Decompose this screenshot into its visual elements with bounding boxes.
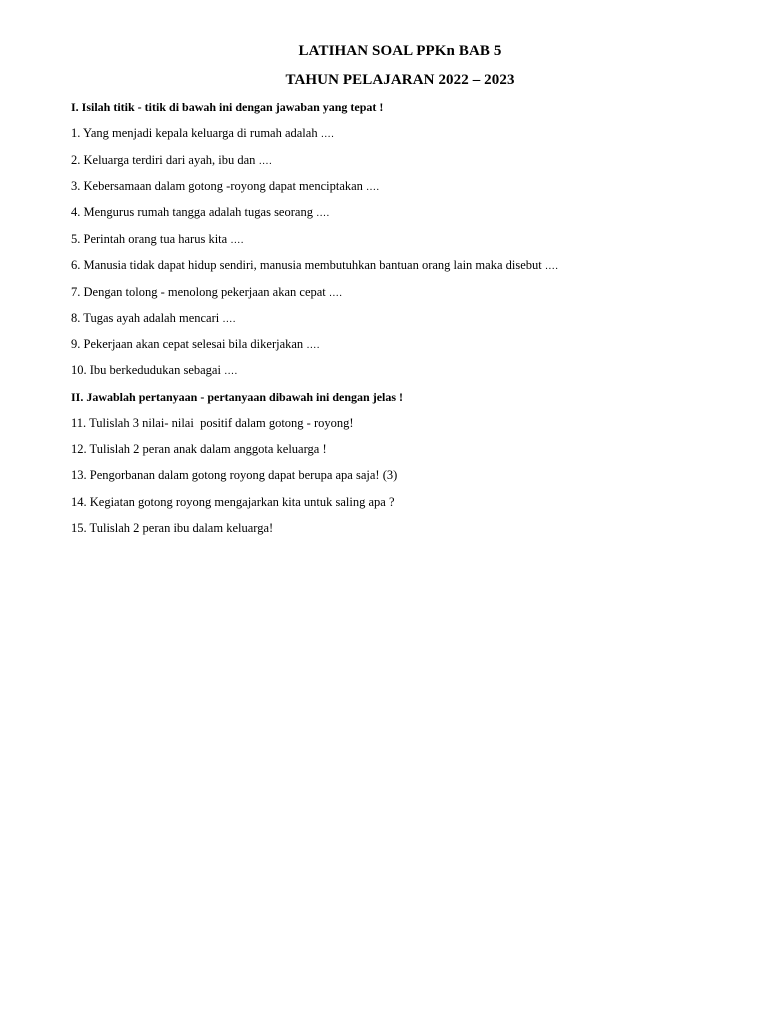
question-9 bbox=[71, 337, 320, 352]
question-number: 14. bbox=[71, 495, 87, 509]
question-number: 3. bbox=[71, 179, 81, 193]
question-text: Pekerjaan akan cepat selesai bila dikerjakan bbox=[83, 337, 304, 351]
question-14 bbox=[71, 495, 395, 510]
question-text: Tulislah 3 nilai- nilai positif dalam gotong - royong! bbox=[89, 416, 354, 430]
answer-blank: …. bbox=[316, 208, 330, 219]
question-number: 12. bbox=[71, 442, 87, 456]
question-text: Tulislah 2 peran anak dalam anggota keluarga ! bbox=[89, 442, 327, 456]
answer-blank: …. bbox=[224, 366, 238, 377]
question-text: Pengorbanan dalam gotong royong dapat berupa apa saja! (3) bbox=[89, 468, 398, 482]
question-number: 4. bbox=[71, 205, 81, 219]
question-number: 11. bbox=[71, 416, 87, 430]
question-8 bbox=[71, 311, 236, 326]
question-15 bbox=[71, 521, 273, 536]
question-2 bbox=[71, 153, 272, 168]
question-number: 15. bbox=[71, 521, 87, 535]
question-text: Dengan tolong - menolong pekerjaan akan cepat bbox=[83, 285, 326, 299]
question-text: Tugas ayah adalah mencari bbox=[83, 311, 220, 325]
question-number: 5. bbox=[71, 232, 81, 246]
question-12 bbox=[71, 442, 327, 457]
question-text: Manusia tidak dapat hidup sendiri, manusia membutuhkan bantuan orang lain maka disebut bbox=[83, 258, 542, 272]
question-text: Perintah orang tua harus kita bbox=[83, 232, 228, 246]
document-title: LATIHAN SOAL PPKn BAB 5 bbox=[298, 43, 502, 59]
answer-blank: …. bbox=[258, 156, 273, 167]
question-number: 8. bbox=[71, 311, 81, 325]
question-text: Ibu berkedudukan sebagai bbox=[89, 363, 221, 377]
question-number: 2. bbox=[71, 153, 81, 167]
question-3 bbox=[71, 179, 380, 194]
question-10 bbox=[71, 363, 238, 378]
question-text: Tulislah 2 peran ibu dalam keluarga! bbox=[89, 521, 274, 535]
answer-blank: …. bbox=[544, 261, 559, 272]
question-13 bbox=[71, 468, 397, 483]
question-text: Keluarga terdiri dari ayah, ibu dan bbox=[83, 153, 256, 167]
question-number: 9. bbox=[71, 337, 81, 351]
question-text: Yang menjadi kepala keluarga di rumah adalah bbox=[83, 126, 318, 140]
question-text: Kebersamaan dalam gotong -royong dapat menciptakan bbox=[83, 179, 363, 193]
question-4 bbox=[71, 205, 330, 220]
question-number: 1. bbox=[71, 126, 81, 140]
question-number: 7. bbox=[71, 285, 81, 299]
question-11 bbox=[71, 416, 354, 431]
answer-blank: …. bbox=[366, 182, 380, 193]
question-number: 10. bbox=[71, 363, 87, 377]
question-1 bbox=[71, 126, 334, 141]
answer-blank: …. bbox=[230, 235, 244, 246]
question-text: Mengurus rumah tangga adalah tugas seorang bbox=[83, 205, 313, 219]
answer-blank: …. bbox=[328, 288, 343, 299]
question-number: 13. bbox=[71, 468, 87, 482]
question-6 bbox=[71, 258, 558, 273]
section-1-heading: I. Isilah titik - titik di bawah ini dengan jawaban yang tepat ! bbox=[71, 100, 384, 114]
answer-blank: …. bbox=[320, 129, 335, 140]
answer-blank: …. bbox=[222, 314, 236, 325]
question-5 bbox=[71, 232, 244, 247]
answer-blank: …. bbox=[306, 340, 320, 351]
question-7 bbox=[71, 285, 342, 300]
question-text: Kegiatan gotong royong mengajarkan kita untuk saling apa ? bbox=[89, 495, 395, 509]
document-subtitle: TAHUN PELAJARAN 2022 – 2023 bbox=[285, 72, 515, 88]
section-2-heading: II. Jawablah pertanyaan - pertanyaan dibawah ini dengan jelas ! bbox=[71, 390, 404, 404]
question-number: 6. bbox=[71, 258, 81, 272]
